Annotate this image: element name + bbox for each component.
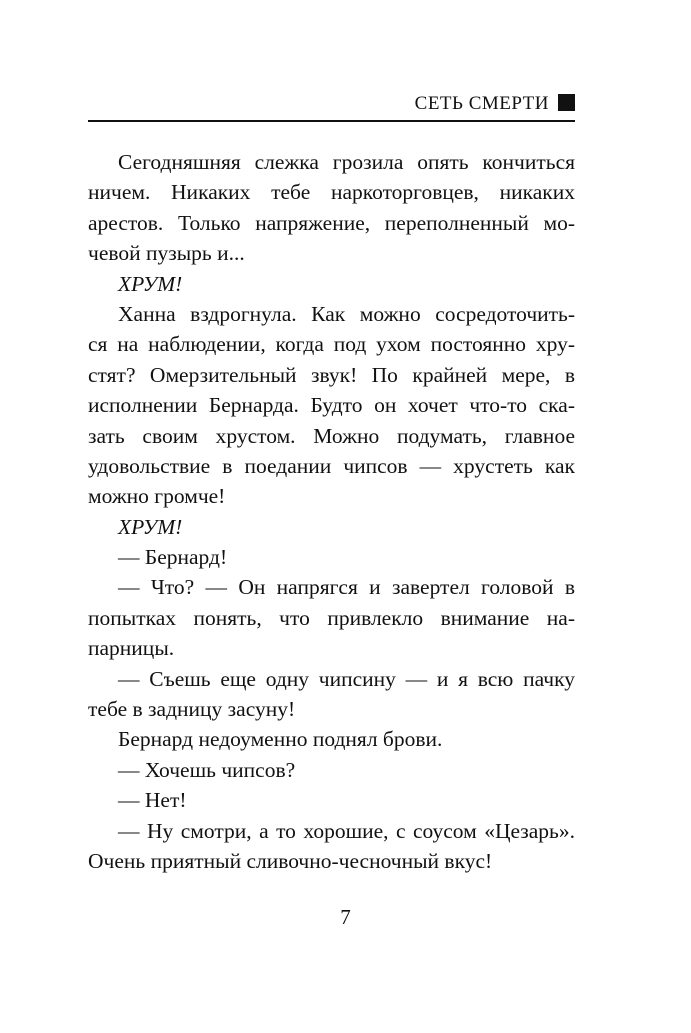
text-line: ничем. Никаких тебе наркоторговцев, никаких (88, 180, 575, 205)
header-square-icon (558, 94, 575, 111)
text-line: ХРУМ! (118, 271, 183, 296)
text-line: Сегодняшняя слежка грозила опять кончиться (118, 150, 575, 174)
text-line: Очень приятный сливочно-чесночный вкус! (88, 848, 493, 873)
text-line: Ханна вздрогнула. Как можно сосредоточить- (118, 301, 575, 326)
text-line: — Бернард! (118, 545, 228, 570)
running-header (88, 88, 575, 122)
text-line: можно громче! (88, 484, 226, 509)
text-line: — Съешь еще одну чипсину — и я всю пачку (118, 666, 575, 691)
text-line: ся на наблюдении, когда под ухом постоянно хру- (88, 332, 575, 357)
running-header-title: СЕТЬ СМЕРТИ (414, 93, 549, 114)
text-line: Бернард недоуменно поднял брови. (118, 727, 443, 752)
text-line: — Что? — Он напрягся и завертел головой в (118, 575, 575, 600)
text-line: чевой пузырь и... (88, 241, 245, 266)
text-line: парницы. (88, 636, 175, 661)
text-line: — Хочешь чипсов? (118, 757, 296, 782)
text-line: попытках понять, что привлекло внимание на- (88, 605, 575, 630)
text-line: тебе в задницу засуну! (88, 697, 296, 722)
header-rule (88, 120, 575, 122)
text-line: арестов. Только напряжение, переполненный мо- (88, 210, 575, 235)
text-line: — Ну смотри, а то хорошие, с соусом «Цезарь». (118, 818, 575, 843)
text-line: исполнении Бернарда. Будто он хочет что-то ска- (88, 393, 575, 418)
page-body-text (88, 147, 575, 876)
text-line: ХРУМ! (118, 514, 183, 539)
page-number: 7 (340, 905, 351, 929)
text-line: стят? Омерзительный звук! По крайней мере, в (88, 362, 575, 387)
text-line: удовольствие в поедании чипсов — хрустеть как (88, 453, 575, 478)
text-line: — Нет! (118, 788, 187, 813)
text-line: зать своим хрустом. Можно подумать, главное (88, 423, 575, 448)
